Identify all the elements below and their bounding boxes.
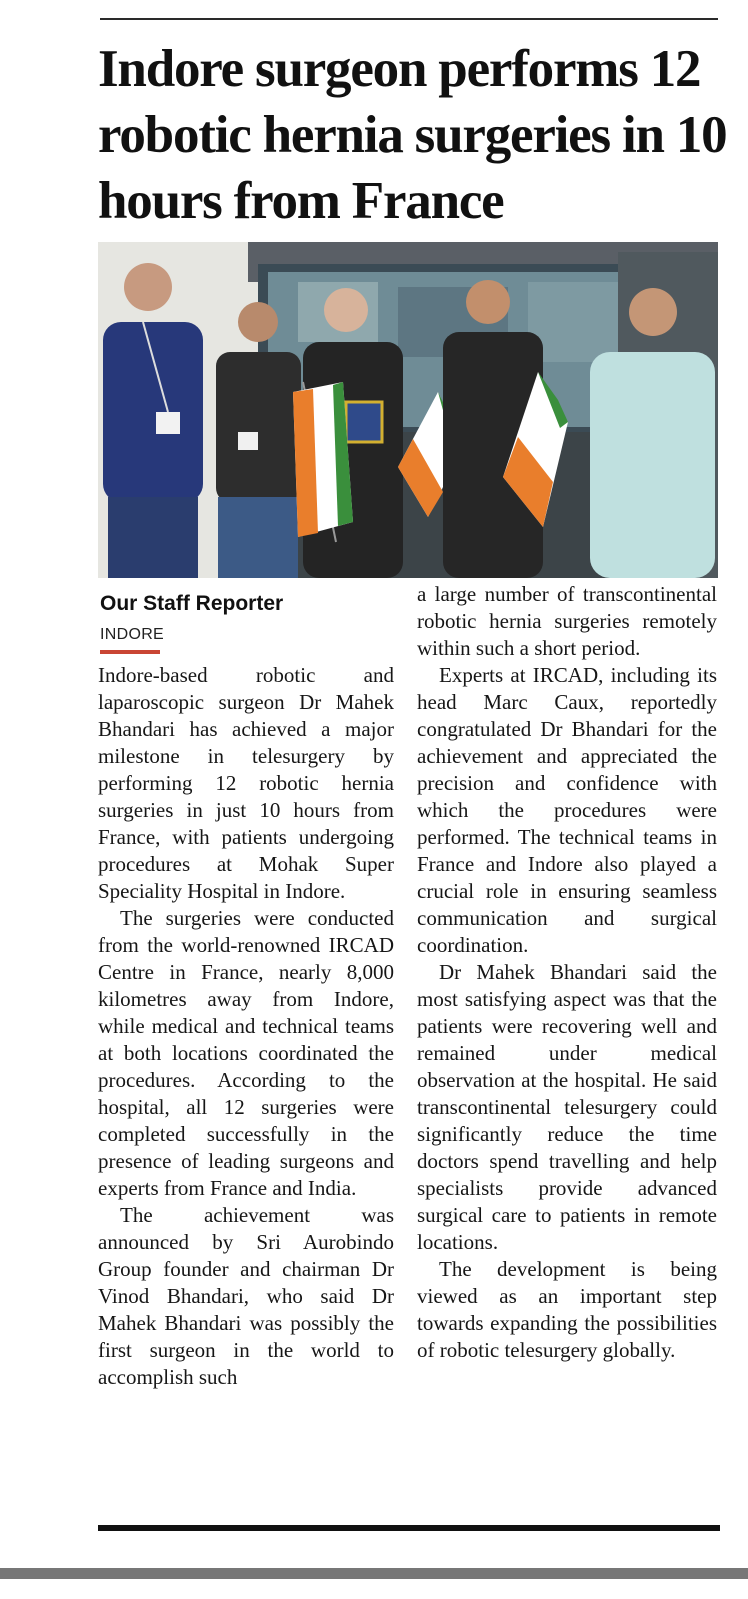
article-photo: [98, 242, 718, 578]
paragraph: The surgeries were conducted from the world-renowned IRCAD Centre in France, nearly 8,000 kilometres away from Indore, while medical and technical teams at both locations coordinated the procedures. According to the hospital, all 12 surgeries were completed successfully in the presence of leading surgeons and experts from France and India.: [98, 906, 394, 1200]
paragraph: Experts at IRCAD, including its head Marc Caux, reportedly congratulated Dr Bhandari for the achievement and appreciated the precision and confidence with which the procedures were performed. The technical teams in France and Indore also played a crucial role in ensuring seamless communication and surgical coordination.: [417, 663, 717, 957]
article-column-right: [417, 581, 717, 1364]
bottom-rule: [98, 1525, 720, 1531]
headline: Indore surgeon performs 12 robotic hernia surgeries in 10 hours from France: [98, 40, 727, 230]
page-edge-strip: [0, 1568, 748, 1579]
dateline: INDORE: [100, 626, 165, 643]
paragraph: The achievement was announced by Sri Aurobindo Group founder and chairman Dr Vinod Bhandari, who said Dr Mahek Bhandari was possibly the first surgeon in the world to accomplish such: [98, 1203, 394, 1389]
paragraph: a large number of transcontinental robotic hernia surgeries remotely within such a short period.: [417, 582, 717, 660]
top-rule: [100, 18, 718, 20]
byline: Our Staff Reporter: [100, 592, 284, 615]
article-column-left: [98, 662, 394, 1391]
paragraph: The development is being viewed as an important step towards expanding the possibilities of robotic telesurgery globally.: [417, 1257, 717, 1362]
byline-accent-rule: [100, 650, 160, 654]
paragraph: Indore-based robotic and laparoscopic surgeon Dr Mahek Bhandari has achieved a major milestone in telesurgery by performing 12 robotic hernia surgeries in just 10 hours from France, with patients undergoing procedures at Mohak Super Speciality Hospital in Indore.: [98, 663, 394, 903]
paragraph: Dr Mahek Bhandari said the most satisfying aspect was that the patients were recovering well and remained under medical observation at the hospital. He said transcontinental telesurgery could significantly reduce the time doctors spend travelling and help specialists provide advanced surgical care to patients in remote locations.: [417, 960, 717, 1254]
